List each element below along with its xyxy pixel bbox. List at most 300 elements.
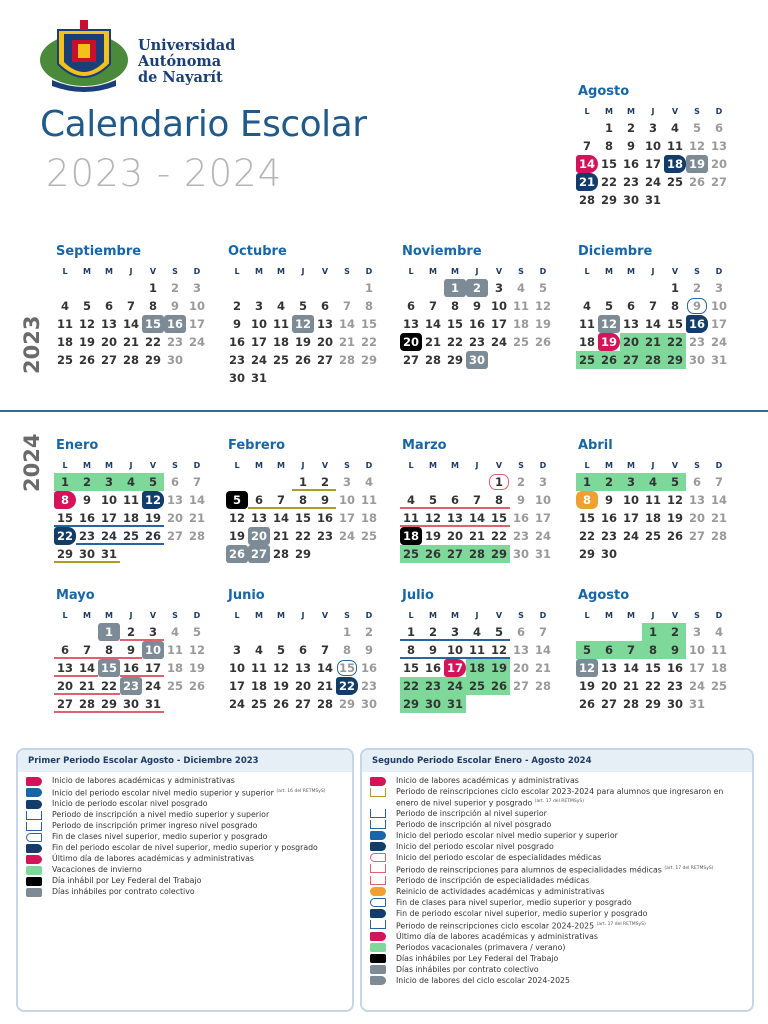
day-cell: 8 [450, 299, 459, 313]
legend-first-title: Primer Periodo Escolar Agosto - Diciembre 2023 [18, 750, 352, 772]
empty-cell [248, 279, 270, 297]
weekday-header: J [301, 267, 305, 276]
day-cell: 11 [400, 509, 422, 527]
legend-swatch-icon [26, 877, 42, 886]
day-cell: 9 [232, 317, 241, 331]
weekday-header: L [584, 267, 590, 276]
day-cell: 4 [714, 625, 723, 639]
empty-cell [576, 623, 598, 641]
day-cell: 18 [360, 511, 377, 525]
day-cell: 8 [670, 299, 679, 313]
weekday-header: D [365, 461, 373, 470]
legend-swatch-icon [26, 788, 42, 797]
day-cell: 3 [714, 281, 723, 295]
day-cell: 16 [164, 315, 186, 333]
day-cell: 11 [122, 493, 139, 507]
day-cell: 21 [338, 335, 355, 349]
day-cell: 5 [276, 643, 285, 657]
legend-swatch-icon [370, 876, 386, 885]
legend-text [396, 898, 632, 908]
day-cell: 28 [466, 545, 488, 563]
day-cell: 31 [98, 545, 120, 563]
day-cell: 17 [622, 511, 639, 525]
day-cell: 5 [488, 623, 510, 641]
legend-label: Último día de labores académicas y administrativas [396, 931, 598, 941]
day-cell: 9 [314, 491, 336, 509]
weekday-header: V [149, 267, 157, 276]
legend-swatch-icon [370, 954, 386, 963]
legend-label: Día inhábil por Ley Federal del Trabajo [52, 876, 202, 886]
day-cell: 4 [276, 299, 285, 313]
legend-first-period [16, 748, 354, 1012]
day-cell: 11 [250, 661, 267, 675]
month-grid [576, 608, 748, 713]
day-cell: 15 [142, 315, 164, 333]
day-cell: 7 [126, 299, 135, 313]
day-cell: 25 [166, 679, 183, 693]
day-cell: 22 [490, 529, 507, 543]
day-cell: 24 [98, 527, 120, 545]
weekday-header: V [671, 267, 679, 276]
day-cell: 30 [166, 353, 183, 367]
month-title: Octubre [228, 244, 287, 259]
day-cell: 15 [54, 509, 76, 527]
day-cell: 24 [710, 335, 727, 349]
day-cell: 4 [120, 473, 142, 491]
day-cell: 22 [644, 679, 661, 693]
day-cell: 30 [466, 351, 488, 369]
day-cell: 17 [644, 157, 661, 171]
day-cell: 6 [714, 121, 723, 135]
day-cell: 10 [490, 299, 507, 313]
day-cell: 13 [600, 661, 617, 675]
day-cell: 4 [670, 121, 679, 135]
day-cell: 11 [466, 641, 488, 659]
day-cell: 27 [710, 175, 727, 189]
day-cell: 22 [400, 677, 422, 695]
weekday-header: M [277, 611, 285, 620]
legend-item [370, 943, 744, 953]
day-cell: 23 [666, 679, 683, 693]
month-grid [400, 608, 572, 713]
day-cell: 5 [604, 299, 613, 313]
empty-cell [400, 473, 422, 491]
day-cell: 20 [446, 529, 463, 543]
day-cell: 20 [294, 679, 311, 693]
day-cell: 21 [188, 511, 205, 525]
day-cell: 19 [272, 679, 289, 693]
day-cell: 11 [166, 643, 183, 657]
day-cell: 8 [98, 641, 120, 659]
month-grid [54, 458, 226, 563]
day-cell: 14 [76, 659, 98, 677]
day-cell: 24 [688, 679, 705, 693]
legend-label: Periodo de reinscripciones ciclo escolar 2023-2024 para alumnos que ingresaron en enero de nivel superior y posgrado [396, 787, 724, 808]
day-cell: 30 [600, 547, 617, 561]
legend-text [52, 821, 257, 831]
legend-text [396, 887, 605, 897]
month-grid [226, 458, 398, 563]
legend-item [370, 954, 744, 964]
day-cell: 1 [488, 473, 510, 491]
legend-label: Días inhábiles por Ley Federal del Trabajo [396, 953, 559, 963]
day-cell: 16 [316, 511, 333, 525]
day-cell: 2 [692, 281, 701, 295]
day-cell: 23 [360, 679, 377, 693]
legend-text [396, 876, 589, 886]
weekday-header: M [277, 461, 285, 470]
day-cell: 26 [78, 353, 95, 367]
weekday-header: S [694, 107, 700, 116]
day-cell: 7 [714, 475, 723, 489]
day-cell: 1 [292, 473, 314, 491]
day-cell: 22 [578, 529, 595, 543]
legend-item [26, 810, 344, 820]
legend-item [370, 853, 744, 863]
day-cell: 12 [422, 509, 444, 527]
empty-cell [248, 623, 270, 641]
day-cell: 1 [148, 281, 157, 295]
university-name-line2: Autónoma [138, 53, 222, 70]
day-cell: 14 [710, 493, 727, 507]
day-cell: 15 [294, 511, 311, 525]
legend-text [52, 865, 142, 875]
day-cell: 16 [666, 661, 683, 675]
weekday-header: L [234, 267, 240, 276]
weekday-header: M [605, 611, 613, 620]
day-cell: 3 [538, 475, 547, 489]
weekday-header: D [193, 267, 201, 276]
legend-label: Inicio del periodo escolar nivel posgrado [396, 841, 554, 851]
day-cell: 23 [76, 527, 98, 545]
legend-text [396, 820, 551, 830]
empty-cell [598, 279, 620, 297]
weekday-header: L [62, 611, 68, 620]
day-cell: 14 [316, 661, 333, 675]
day-cell: 24 [250, 353, 267, 367]
day-cell: 2 [170, 281, 179, 295]
day-cell: 19 [666, 511, 683, 525]
day-cell: 2 [466, 279, 488, 297]
day-cell: 3 [692, 625, 701, 639]
day-cell: 6 [54, 641, 76, 659]
day-cell: 23 [228, 353, 245, 367]
day-cell: 26 [272, 697, 289, 711]
day-cell: 28 [272, 547, 289, 561]
day-cell: 30 [666, 697, 683, 711]
weekday-header: L [408, 267, 414, 276]
day-cell: 3 [192, 281, 201, 295]
day-cell: 7 [620, 641, 642, 659]
day-cell: 31 [534, 547, 551, 561]
month-grid [576, 104, 748, 209]
day-cell: 28 [424, 353, 441, 367]
legend-swatch-icon [26, 833, 42, 842]
legend-text [396, 909, 647, 919]
day-cell: 8 [400, 641, 422, 659]
day-cell: 16 [686, 315, 708, 333]
legend-item [26, 776, 344, 786]
day-cell: 24 [644, 175, 661, 189]
day-cell: 27 [248, 545, 270, 563]
weekday-header: S [344, 461, 350, 470]
weekday-header: V [149, 611, 157, 620]
weekday-header: V [495, 611, 503, 620]
day-cell: 24 [144, 679, 161, 693]
legend-second-period [360, 748, 754, 1012]
day-cell: 8 [642, 641, 664, 659]
day-cell: 16 [622, 157, 639, 171]
day-cell: 12 [272, 661, 289, 675]
day-cell: 14 [338, 317, 355, 331]
day-cell: 26 [666, 529, 683, 543]
day-cell: 8 [292, 491, 314, 509]
day-cell: 12 [488, 641, 510, 659]
day-cell: 15 [360, 317, 377, 331]
day-cell: 20 [54, 677, 76, 695]
weekday-header: D [193, 461, 201, 470]
month-grid [226, 264, 398, 387]
legend-item [370, 965, 744, 975]
day-cell: 20 [710, 157, 727, 171]
day-cell: 27 [294, 697, 311, 711]
legend-swatch-icon [370, 943, 386, 952]
legend-label: Inicio de labores del ciclo escolar 2024-2025 [396, 975, 570, 985]
day-cell: 10 [188, 299, 205, 313]
month-junio [226, 588, 398, 713]
month-enero [54, 438, 226, 563]
day-cell: 26 [578, 697, 595, 711]
day-cell: 16 [360, 661, 377, 675]
empty-cell [642, 279, 664, 297]
day-cell: 29 [54, 545, 76, 563]
day-cell: 17 [98, 509, 120, 527]
empty-cell [620, 623, 642, 641]
day-cell: 9 [364, 643, 373, 657]
day-cell: 25 [666, 175, 683, 189]
day-cell: 19 [228, 529, 245, 543]
legend-label: Fin de clases nivel superior, medio superior y posgrado [52, 832, 268, 842]
empty-cell [292, 623, 314, 641]
weekday-header: L [62, 267, 68, 276]
legend-text [52, 810, 269, 820]
legend-label: Reinicio de actividades académicas y administrativas [396, 886, 605, 896]
empty-cell [576, 279, 598, 297]
day-cell: 4 [516, 281, 525, 295]
day-cell: 29 [578, 547, 595, 561]
day-cell: 9 [516, 493, 525, 507]
legend-text [396, 920, 646, 931]
day-cell: 31 [688, 697, 705, 711]
legend-label: Periodo de inscripción al nivel superior [396, 808, 547, 818]
day-cell: 4 [400, 491, 422, 509]
day-cell: 22 [446, 335, 463, 349]
weekday-header: M [255, 461, 263, 470]
day-cell: 25 [466, 677, 488, 695]
legend-swatch-icon [370, 898, 386, 907]
day-cell: 12 [188, 643, 205, 657]
day-cell: 22 [54, 527, 76, 545]
day-cell: 3 [444, 623, 466, 641]
day-cell: 19 [534, 317, 551, 331]
day-cell: 21 [122, 335, 139, 349]
month-title: Mayo [56, 588, 95, 603]
weekday-header: M [277, 267, 285, 276]
weekday-header: J [475, 267, 479, 276]
page-years: 2023 - 2024 [46, 152, 283, 195]
legend-item [370, 887, 744, 897]
day-cell: 9 [472, 299, 481, 313]
day-cell: 18 [166, 661, 183, 675]
day-cell: 1 [364, 281, 373, 295]
day-cell: 7 [466, 491, 488, 509]
day-cell: 14 [122, 317, 139, 331]
empty-cell [120, 279, 142, 297]
weekday-header: M [605, 267, 613, 276]
day-cell: 26 [188, 679, 205, 693]
legend-swatch-icon [370, 887, 386, 896]
day-cell: 5 [82, 299, 91, 313]
weekday-header: V [321, 267, 329, 276]
legend-text [396, 864, 714, 875]
day-cell: 14 [534, 643, 551, 657]
day-cell: 30 [76, 545, 98, 563]
day-cell: 27 [444, 545, 466, 563]
legend-item [370, 809, 744, 819]
weekday-header: J [651, 611, 655, 620]
day-cell: 20 [400, 333, 422, 351]
day-cell: 24 [622, 529, 639, 543]
university-logo [38, 16, 268, 94]
day-cell: 12 [688, 139, 705, 153]
month-title: Noviembre [402, 244, 482, 259]
day-cell: 26 [294, 353, 311, 367]
day-cell: 25 [56, 353, 73, 367]
day-cell: 7 [428, 299, 437, 313]
day-cell: 17 [338, 511, 355, 525]
day-cell: 31 [710, 353, 727, 367]
legend-label: Días inhábiles por contrato colectivo [52, 887, 195, 897]
weekday-header: J [301, 461, 305, 470]
page-title: Calendario Escolar [40, 104, 367, 145]
legend-swatch-icon [26, 777, 42, 786]
weekday-header: S [172, 267, 178, 276]
day-cell: 11 [272, 317, 289, 331]
day-cell: 30 [688, 353, 705, 367]
day-cell: 6 [516, 625, 525, 639]
legend-text [52, 876, 201, 886]
legend-swatch-icon [26, 855, 42, 864]
day-cell: 29 [144, 353, 161, 367]
weekday-header: L [234, 461, 240, 470]
day-cell: 15 [666, 317, 683, 331]
empty-cell [336, 279, 358, 297]
day-cell: 24 [444, 677, 466, 695]
empty-cell [314, 623, 336, 641]
day-cell: 25 [710, 679, 727, 693]
day-cell: 14 [622, 661, 639, 675]
month-febrero [226, 438, 398, 563]
weekday-header: L [584, 107, 590, 116]
weekday-header: J [651, 267, 655, 276]
legend-swatch-icon [370, 909, 386, 918]
weekday-header: M [83, 267, 91, 276]
day-cell: 7 [76, 641, 98, 659]
weekday-header: V [671, 107, 679, 116]
weekday-header: M [83, 461, 91, 470]
day-cell: 7 [648, 299, 657, 313]
day-cell: 27 [54, 695, 76, 713]
legend-label: Periodo de inscripción primer ingreso nivel posgrado [52, 821, 258, 831]
day-cell: 13 [316, 317, 333, 331]
day-cell: 15 [98, 659, 120, 677]
day-cell: 6 [598, 641, 620, 659]
day-cell: 6 [406, 299, 415, 313]
month-abril [576, 438, 748, 563]
empty-cell [444, 473, 466, 491]
weekday-header: L [408, 611, 414, 620]
day-cell: 11 [360, 493, 377, 507]
weekday-header: M [627, 107, 635, 116]
day-cell: 2 [516, 475, 525, 489]
legend-text [52, 832, 267, 842]
weekday-header: D [715, 267, 723, 276]
day-cell: 20 [620, 333, 642, 351]
empty-cell [422, 279, 444, 297]
legend-item [26, 787, 344, 798]
weekday-header: V [321, 461, 329, 470]
day-cell: 17 [188, 317, 205, 331]
legend-item [26, 887, 344, 897]
weekday-header: M [627, 461, 635, 470]
month-grid [400, 458, 572, 563]
day-cell: 3 [494, 281, 503, 295]
day-cell: 23 [600, 529, 617, 543]
weekday-header: M [429, 267, 437, 276]
day-cell: 14 [188, 493, 205, 507]
day-cell: 16 [512, 511, 529, 525]
day-cell: 17 [710, 317, 727, 331]
day-cell: 29 [488, 545, 510, 563]
day-cell: 8 [342, 643, 351, 657]
legend-item [26, 832, 344, 842]
legend-text [52, 887, 195, 897]
day-cell: 18 [578, 335, 595, 349]
day-cell: 7 [342, 299, 351, 313]
day-cell: 1 [400, 623, 422, 641]
day-cell: 10 [622, 493, 639, 507]
day-cell: 20 [100, 335, 117, 349]
day-cell: 21 [710, 511, 727, 525]
weekday-header: S [172, 611, 178, 620]
day-cell: 8 [54, 491, 76, 509]
empty-cell [270, 623, 292, 641]
day-cell: 12 [666, 493, 683, 507]
day-cell: 13 [622, 317, 639, 331]
day-cell: 10 [710, 299, 727, 313]
day-cell: 22 [664, 333, 686, 351]
day-cell: 6 [320, 299, 329, 313]
day-cell: 20 [512, 661, 529, 675]
day-cell: 9 [626, 139, 635, 153]
empty-cell [466, 473, 488, 491]
day-cell: 12 [292, 315, 314, 333]
empty-cell [270, 279, 292, 297]
day-cell: 18 [272, 335, 289, 349]
day-cell: 18 [400, 527, 422, 545]
month-julio [400, 588, 572, 713]
day-cell: 26 [142, 527, 164, 545]
